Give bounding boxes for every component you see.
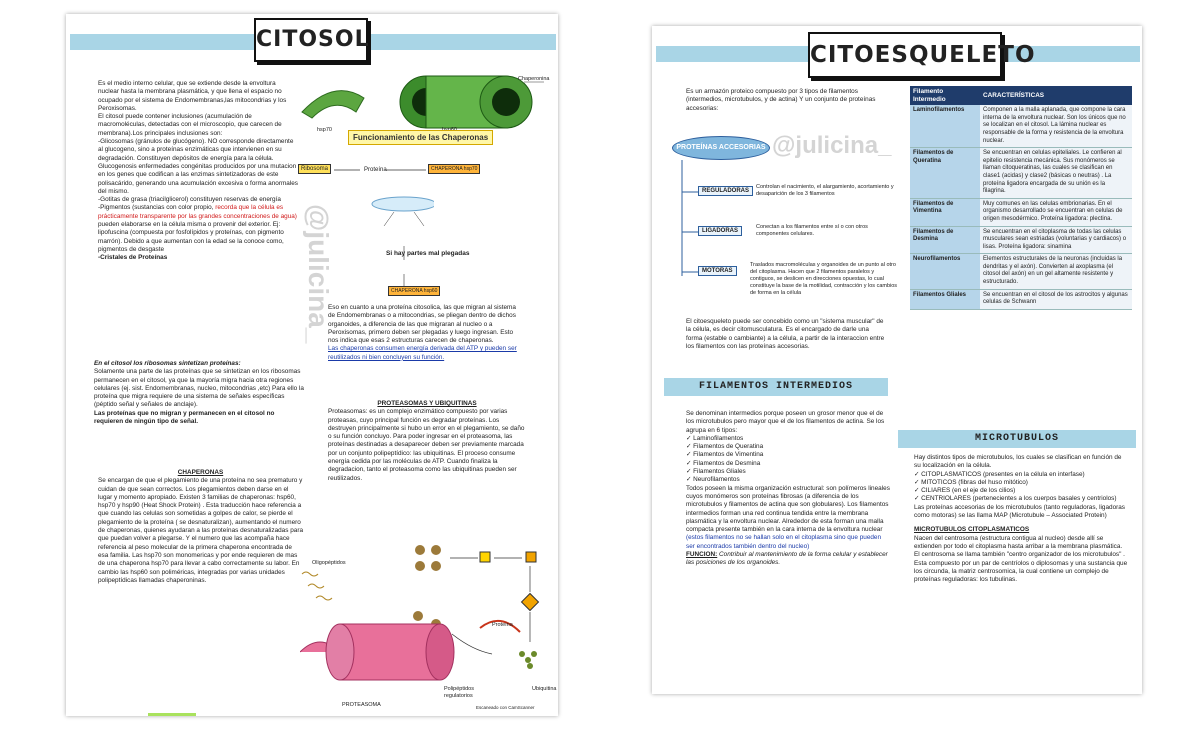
fi-item-1: ✓ Filamentos de Queratina [686,443,764,451]
proteasomas-text: Proteasomas: es un complejo enzimático compuesto por varias proteasas, cuyo principal función es degradar proteínas. Los destruyen principalmente si hubo un error en el plegamiento, se daño o su función concluyo. Para poder ingresar en el proteasoma, las proteínas destinadas a desaparecer deben ser previamente marcada por un conjunto polipeptídico: las ubiquitinas. El proceso consume energía cedida por las moléculas de ATP. Cuando finaliza la degradacion, tanto el proteasoma como las ubiquitinas pueden ser reutilizados. [328,408,525,482]
col-caracteristicas: CARACTERÍSTICAS [980,86,1132,105]
chaperona-hsp70-box: CHAPERONA hsp70 [428,164,480,174]
chaperonas-flow-title: Funcionamiento de las Chaperonas [348,130,493,145]
row-desc: Muy comunes en las celulas embrionarias. En el organismo desarrollado se encuentran en celulas de origen mesodérmico. Proteína ligadora: plectina. [980,198,1132,226]
pigmentos-red: recorda que la célula es prácticamente transparente por las grandes concentraciones de agua) [98,204,297,220]
fi-item-5: ✓ Neurofilamentos [686,476,740,484]
pigmentos-text [98,204,298,254]
chaperonina-label: Chaperonina [518,76,550,82]
mt-item-0: ✓ CITOPLASMATICOS (presentes en la célula en interfase) [914,470,1085,478]
ribosomas-bold: Las proteínas que no migran y permanecen en el citosol no requieren de ningún tipo de señal. [94,409,275,426]
table-header-row [910,86,1132,105]
row-desc: Se encuentran en el citoplasma de todas las celulas musculares sean estriadas (voluntarias y cardiacos) o lisas. Proteína ligadora: sinamina [980,226,1132,254]
mtc-heading: MICROTUBULOS CITOPLASMATICOS [914,526,1030,534]
row-name: Neurofilamentos [910,254,980,289]
table-row [910,289,1132,309]
chaperonas-text: Se encargan de que el plegamiento de una proteína no sea prematuro y cuidan de que sean correctos. Los plegamientos deben darse en el lugar y momento apropiado. Existen 3 familias de chaperonas: hsp60, hsp70 y hsp90 (Heat Shock Protein) . Esta traducción hace referencia a que cuando las celulas son sometidas a golpes de calor, se pierde el plegamiento de la proteína ( se desnaturalizan), aumentando el numero de chaperonas, quienes ayudaran a las proteínas desnaturalizadas para que puedan volver a plegarse. Y el numero que las acompaña hace referencia al peso molecular de la primera chaperona encontrada de esa familia. Las hsp70 son monomericas y por ende requieren de mas de una chaperona hsp70 para llevar a cabo correctamente su labor. En cambio las hsp60 son poliméricas, integradas por varias unidades polipeptídicas llamadas chaperoninas. [98,477,303,584]
fi-item-4: ✓ Filamentos Gliales [686,468,746,476]
hsp70-label: hsp70 [317,127,332,133]
cristales-text: -Cristales de Proteínas [98,254,168,262]
row-desc: Se encuentran en el citosol de los astrocitos y algunas celulas de Schwann [980,289,1132,309]
page-title: CITOESQUELETO [808,32,1002,78]
proteina-label: Proteína [492,622,513,628]
pigmentos-b: pueden elaborarse en la célula misma o provenir del exterior. Ej: lipofuscina (compuesta por fosfolípidos y proteínas, con pigmento marrón). Debido a que aumentan con la edad se la conoce como, pigmentos de desgaste [98,221,284,253]
fi-text: Se denominan intermedios porque poseen un grosor menor que el de los microtubulos pero mayor que el de los filamentos de actina. Se los agrupa en 6 tipos: [686,410,885,434]
mt-heading: MICROTUBULOS [898,430,1136,448]
fi-text2: Todos poseen la misma organización estructural: son polímeros lineales cuyos monómeros son proteínas fibrosas (a diferencia de los microtubulos y filamentos de actina que son globulares). Los filamentos intermedios forman una red continua tendida entre la membrana plasmática y la envoltura nuclear. Alrededor de esta forman una malla compacta presente también en la cara interna de la envoltura nuclear [686,484,890,534]
chaperone-images [294,68,554,138]
migran-underline: Las chaperonas consumen energía derivada del ATP y pueden ser reutilizados ni bien concluyen su función. [328,345,517,361]
row-name: Laminofilamentos [910,105,980,147]
mt-text: Hay distintos tipos de microtubulos, los cuales se clasifican en función de su localización en la célula. [914,454,1122,470]
citosol-page [66,14,558,716]
sosten-text: El citoesqueleto puede ser concebido como un "sistema muscular" de la célula, es decir citomusculatura. Es el encargado de darle una forma (estable o cambiante) a la célula, a partir de la interaccion entre los filamentos con las proteínas accesorias. [686,318,885,350]
ligadoras-node: LIGADORAS [698,226,742,236]
mt-item-1: ✓ MITOTICOS (fibras del huso mitótico) [914,478,1028,486]
proteasome-diagram [300,542,556,712]
table-row [910,148,1132,199]
funcion-text: Contribuir al mantenimiento de la forma celular y establecer las posiciones de los organoides. [686,551,888,567]
fi-item-label: Filamentos de Vimentina [693,451,764,459]
fi-item-label: Filamentos Gliales [693,468,746,476]
intro-text: Es un armazón proteico compuesto por 3 tipos de filamentos (intermedios, microtubulos, y de actina) Y un conjunto de proteínas accesorias: [686,88,876,112]
mt-item-3: ✓ CENTRIOLARES (pertenecientes a los cuerpos basales y centriolos) [914,495,1117,503]
reguladoras-desc: Controlan el nacimiento, el alargamiento, acortamiento y desaparición de los 3 filamentos [756,184,894,197]
flow-arrows [334,164,434,304]
mt-text2: Las proteínas accesorias de los microtubulos (tanto reguladoras, ligadoras como motoras) se las llama MAP (Microtubule – Associated Protein) [914,503,1126,520]
inclusiones-text: El citosol puede contener inclusiones (acumulación de macromoléculas, detectadas con el microscopio, que carecen de membrana).Los principales inclusiones son: [98,113,282,137]
citosol-text-block [98,80,298,263]
mt-item-2: ✓ CILIARES (en el eje de los cilios) [914,487,1016,495]
chaperona-hsp60-box: CHAPERONA hsp60 [388,286,440,296]
ribosomas-heading: En el citosol los ribosomas sintetizan proteínas: [94,360,241,367]
watermark: @julicina_ [772,132,892,159]
proteasomas-heading: PROTEASOMAS Y UBIQUITINAS [377,400,477,407]
ribosoma-box: Ribosoma [298,164,331,174]
proteasomas-block [328,400,526,483]
table-row [910,105,1132,147]
table-row [910,198,1132,226]
camscanner-label: Escaneado con CamScanner [476,705,535,710]
filamentos-table [910,86,1132,310]
accesorias-node: PROTEÍNAS ACCESORIAS [672,136,770,160]
oligopeptidos-label: Oligopéptidos [312,560,346,566]
accesorias-connector [672,160,702,280]
ligadoras-desc: Conectan a los filamentos entre sí o con otros componentes celulares. [756,224,868,237]
page-title: CITOSOL [254,18,368,62]
proteina-box: Proteína [364,167,387,173]
funcion-line [686,551,890,568]
citoesqueleto-page [652,26,1142,694]
fi-item-label: Laminofilamentos [693,434,744,442]
row-name: Filamentos de Desmina [910,226,980,254]
ribosomas-text: Solamente una parte de las proteínas que se sintetizan en los ribosomas permanecen en el citosol, ya que la mayoría migra hacia otra regiones celulares (ej. sist. Endomembranas, nucleo, mitocondrias ,etc) Para ello la proteína que migra requiere de una sistema de señales específicas (péptido señal y señales de anclaje). [94,368,304,409]
reguladoras-node: REGULADORAS [698,186,753,196]
intro-block [686,88,882,113]
table-row [910,226,1132,254]
fi-heading: FILAMENTOS INTERMEDIOS [664,378,888,396]
row-name: Filamentos Gliales [910,289,980,309]
fi-blue: (estos filamentos no se hallan solo en el citoplasma sino que pueden ser encontrados también dentro del nucleo) [686,534,882,550]
sosten-block [686,318,886,351]
glicosomas-text: -Glicosomas (gránulos de glucógeno). NO corresponde directamente al glucogeno, sino a proteínas enzimáticas que intervienen en su degradación. Constituyen depósitos de energía para la célula. Glucogenosis enfermedades congénitas producidos por una mutacion en los genes que codifican a las enzimas sintetizadoras de este polisacárido, generando una acumulación excesiva o forma anormales del mismo. [98,138,299,195]
mt-item-label: MITOTICOS (fibras del huso mitótico) [921,478,1028,486]
table-row [910,254,1132,289]
ubiquitina-label: Ubiquitina [532,686,557,692]
ribosomas-block [94,360,304,426]
migran-text: Eso en cuanto a una proteína citosolica, las que migran al sistema de Endomembranas o a mitocondrias, se pliegan dentro de dichos organoides, a diferencia de las que migraran al nucleo o a Peroxisomas, primero deben ser plegadas y luego ingresan. Esto nos indica que esas 2 estructuras carecen de chaperonas. [328,304,516,345]
row-desc: Elementos estructurales de la neuronas (incluidas la dendritas y el axón). Convierten al axoplasma (el citosol del axón) en un gel altamente resistente y estructurado. [980,254,1132,289]
motoras-desc: Traslados macromoléculas y organoides de un punto al otro del citoplasma. Hacen que 2 filamentos paralelos y contiguos, se deslicen en direcciones opuestas, lo cual constituye la base de la motilidad, contracción y los cambios de forma en la célula [750,262,898,296]
chaperonas-heading: CHAPERONAS [177,469,224,476]
funcion-label: FUNCION: [686,551,718,559]
migran-block [328,304,518,362]
fi-item-label: Neurofilamentos [693,476,740,484]
mt-block [914,454,1128,584]
mt-item-label: CILIARES (en el eje de los cilios) [921,487,1016,495]
fi-item-label: Filamentos de Desmina [693,459,761,467]
fi-block [686,410,890,568]
mal-plegadas-label: Si hay partes mal plegadas [386,250,470,257]
proteasoma-label: PROTEASOMA [342,702,381,708]
fi-item-label: Filamentos de Queratina [693,443,764,451]
row-name: Filamentos de Vimentina [910,198,980,226]
motoras-node: MOTORAS [698,266,737,276]
watermark: @julicina_ [303,204,334,344]
footer-bar [148,713,196,716]
polipeptidos-label: Polipéptidos regulatorios [444,686,474,699]
row-desc: Se encuentran en celulas epiteliales. Le confieren al epitelio resistencia mecánica. Sus monómeros se llaman citoqueratinas, las cuales se clasifican en clase1 (acidas) y clase2 (básicas o neutras) . La proteína ligadora encargada de su unión es la filagrina. [980,148,1132,199]
mtc-text: Nacen del centrosoma (estructura contigua al nucleo) desde allí se extienden por todo el citoplasma hasta arribar a la membrana plasmática. El centrosoma se llama también "centro organizador de los microtubulos" . Esta compuesto por un par de centríolos o diplosomas y una sustancia que los circunda, la matriz centrosomica, la cual contiene un complejo de proteínas reguladoras: los tubulinas. [914,534,1128,584]
pigmentos-a: -Pigmentos (sustancias con color propio, [98,204,214,212]
fi-item-2: ✓ Filamentos de Vimentina [686,451,764,459]
chaperonas-block [98,469,303,585]
intro-text: Es el medio interno celular, que se extiende desde la envoltura nuclear hasta la membrana plasmática, y que llena el espacio no ocupado por el sistema de Endomembranas,las mitocondrias y los Peroxisomas. [98,80,287,112]
row-desc: Componen a la malla aplanada, que compone la cara interna de la envoltura nuclear. Son los únicos que no se localizan en el citosol. La lámina nuclear es responsable de la forma y resistencia de la envoltura nuclear. [980,105,1132,147]
fi-item-0: ✓ Laminofilamentos [686,434,744,442]
col-filamento: Filamento Intermedio [910,86,980,105]
gotitas-text: -Gotitas de grasa (triacilglicerol) constituyen reservas de energía [98,196,281,204]
mt-item-label: CITOPLASMATICOS (presentes en la célula en interfase) [921,470,1085,478]
row-name: Filamentos de Queratina [910,148,980,199]
fi-item-3: ✓ Filamentos de Desmina [686,459,761,467]
mt-item-label: CENTRIOLARES (pertenecientes a los cuerpos basales y centriolos) [921,495,1117,503]
